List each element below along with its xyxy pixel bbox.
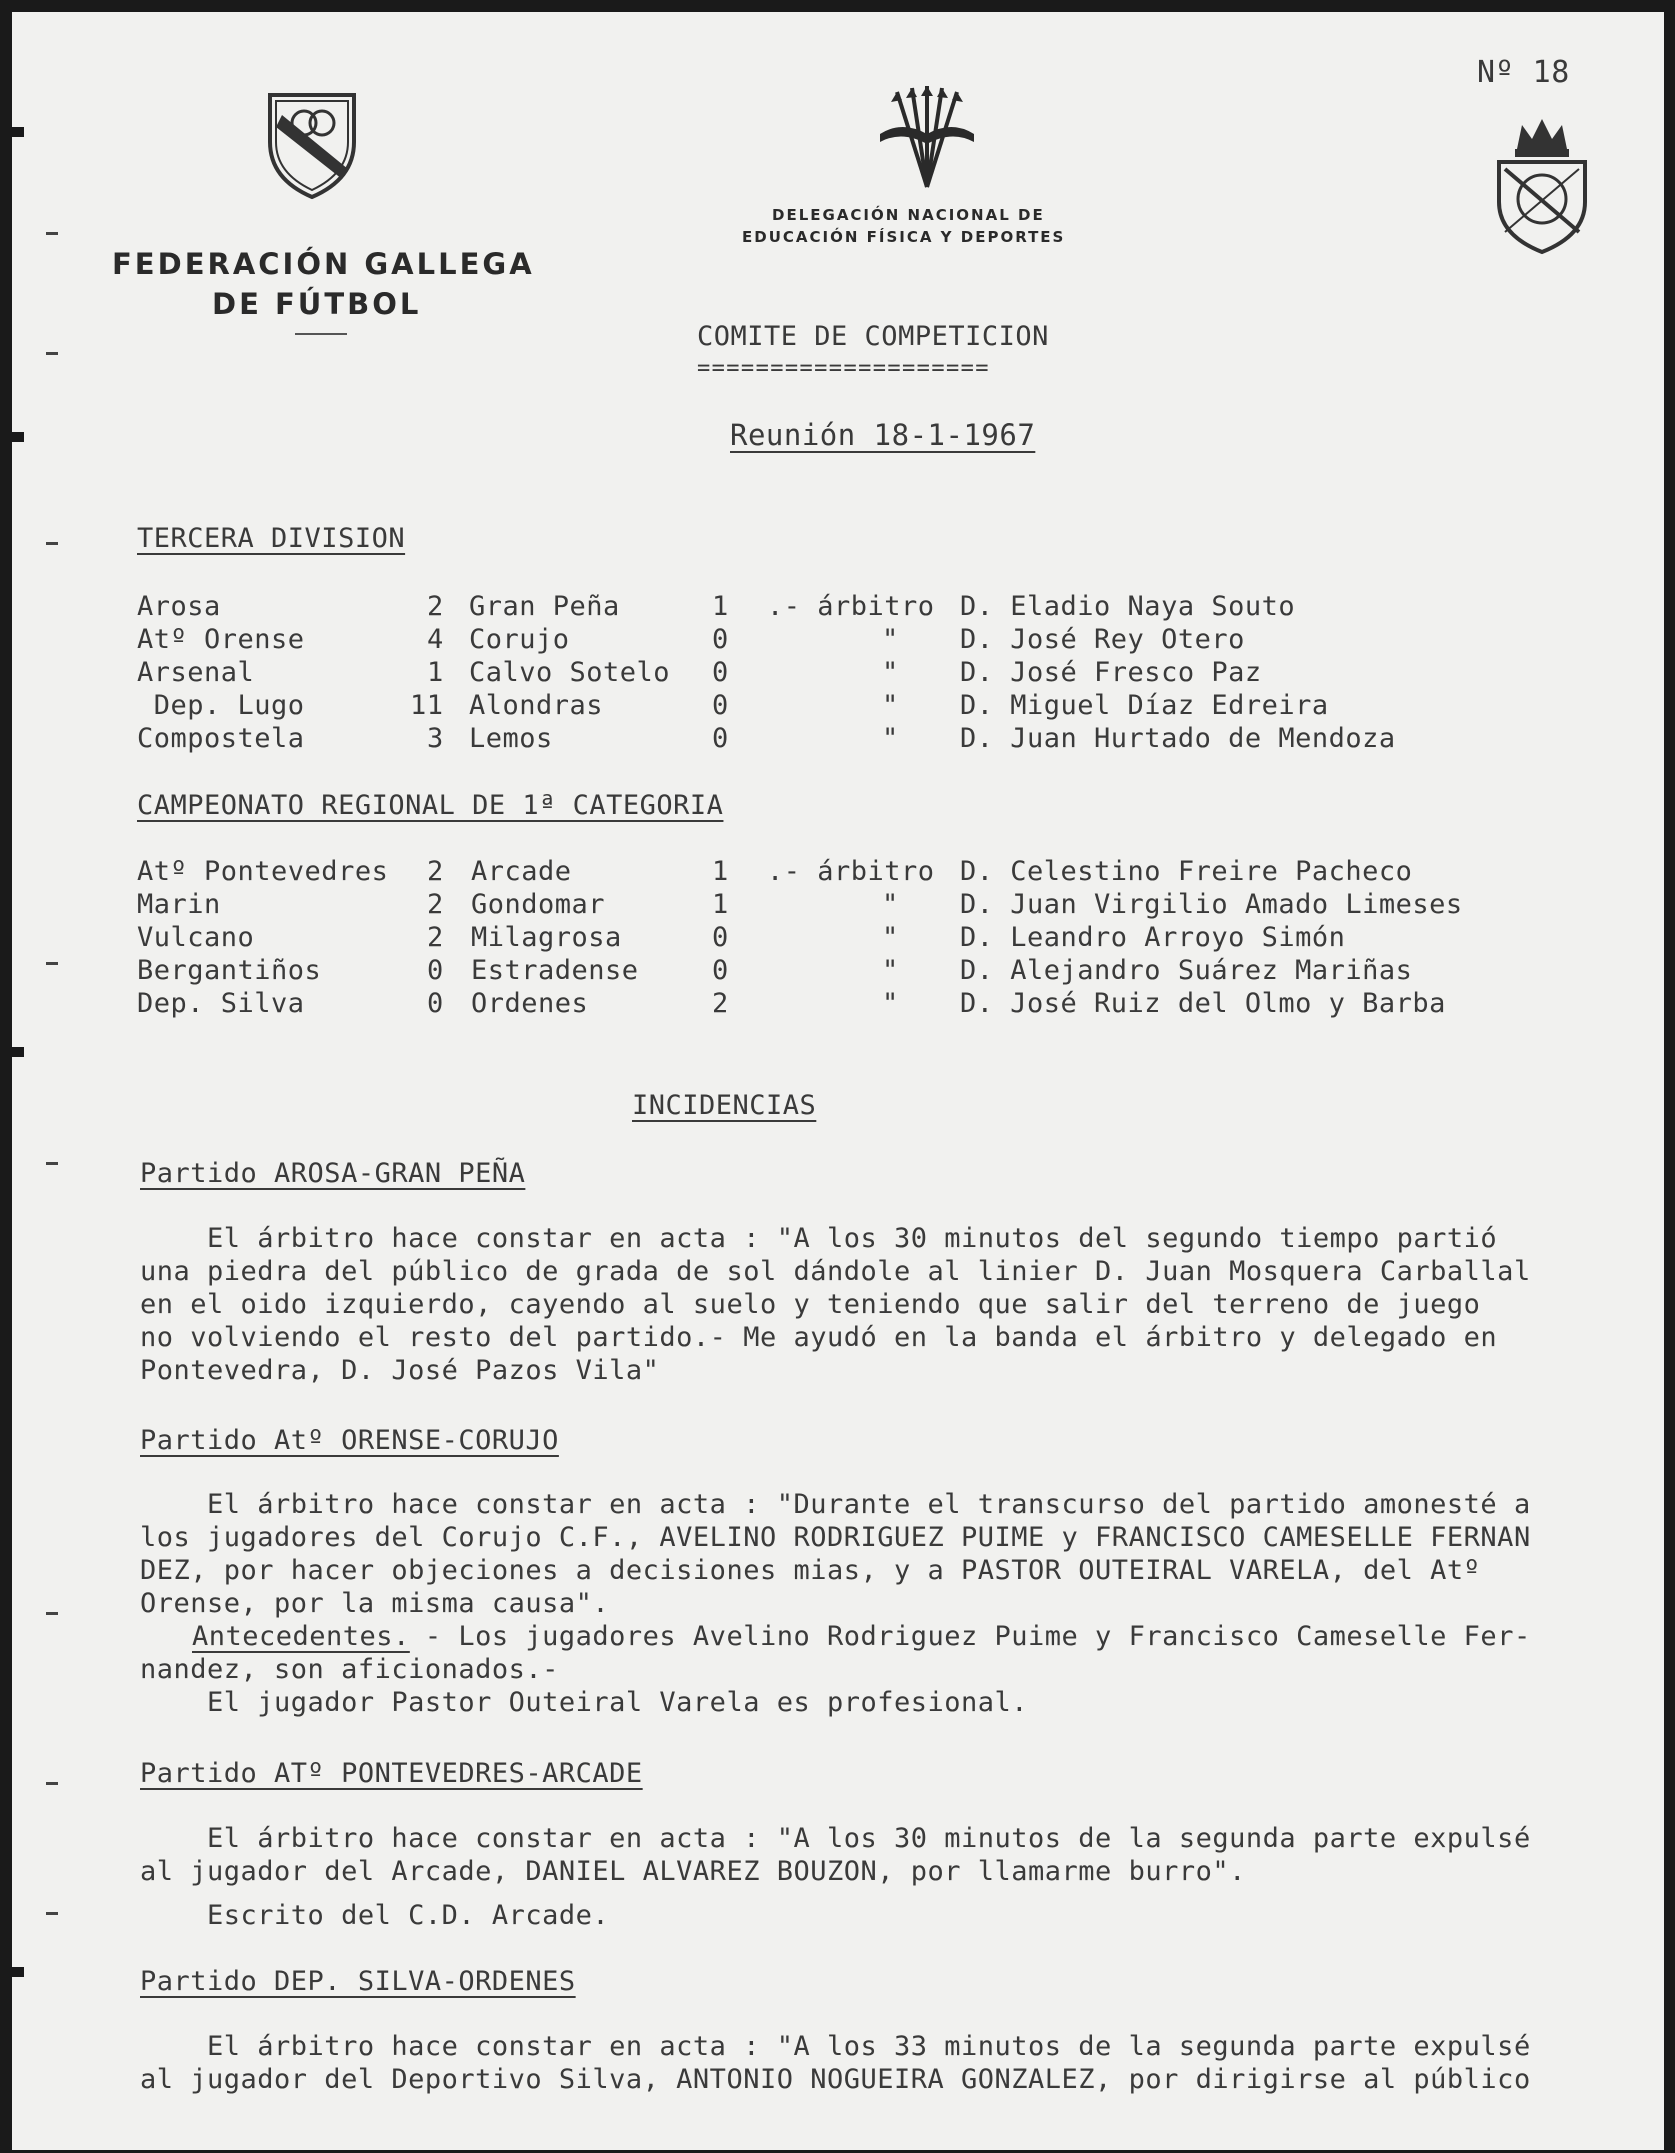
margin-mark	[46, 1912, 58, 1915]
delegation-line1: DELEGACIÓN NACIONAL DE	[772, 206, 1045, 224]
document-number: Nº 18	[1477, 55, 1570, 90]
regional-row-2-away-score: 1	[712, 889, 729, 920]
margin-mark	[46, 232, 58, 235]
binder-hole	[12, 432, 24, 442]
delegation-line2: EDUCACIÓN FÍSICA Y DEPORTES	[742, 228, 1066, 246]
regional-row-4-home-score: 0	[427, 955, 444, 986]
tercera-row-1-away-score: 1	[712, 591, 729, 622]
regional-row-3-ditto: "	[882, 922, 899, 953]
tercera-row-1-referee-label: .- árbitro	[767, 591, 935, 622]
regional-row-2-home: Marin	[137, 889, 221, 920]
regional-row-2-referee: D. Juan Virgilio Amado Limeses	[960, 889, 1463, 920]
tercera-row-1-home-score: 2	[427, 591, 444, 622]
margin-mark	[46, 1782, 58, 1785]
incident-4-title: Partido DEP. SILVA-ORDENES	[140, 1966, 576, 1997]
incidencias-title: INCIDENCIAS	[632, 1090, 817, 1121]
tercera-row-5-referee: D. Juan Hurtado de Mendoza	[960, 723, 1396, 754]
incident-2-antecedentes-text	[140, 1620, 1640, 1719]
regional-row-5-away: Ordenes	[471, 988, 589, 1019]
tercera-row-4-home: Dep. Lugo	[137, 690, 305, 721]
tercera-row-2-away-score: 0	[712, 624, 729, 655]
incident-1-title: Partido AROSA-GRAN PEÑA	[140, 1158, 526, 1189]
binder-hole	[12, 127, 24, 137]
regional-title: CAMPEONATO REGIONAL DE 1ª CATEGORIA	[137, 790, 724, 821]
tercera-row-1-away: Gran Peña	[469, 591, 620, 622]
document-page	[12, 12, 1664, 2150]
regional-row-3-home-score: 2	[427, 922, 444, 953]
federation-divider	[295, 333, 347, 335]
regional-row-1-home: Atº Pontevedres	[137, 856, 389, 887]
tercera-row-3-referee: D. José Fresco Paz	[960, 657, 1262, 688]
tercera-row-3-away-score: 0	[712, 657, 729, 688]
margin-mark	[46, 352, 58, 355]
committee-title: COMITE DE COMPETICION	[697, 321, 1049, 352]
incident-2-antecedentes-body: - Los jugadores Avelino Rodriguez Puime y Francisco Cameselle Fer- nandez, son aficionados.- El jugador Pastor Outeiral Varela es profesional.	[140, 1621, 1531, 1718]
federation-name-line2: DE FÚTBOL	[212, 287, 422, 321]
tercera-row-5-ditto: "	[882, 723, 899, 754]
regional-row-3-referee: D. Leandro Arroyo Simón	[960, 922, 1346, 953]
federation-shield-icon	[262, 87, 362, 202]
regional-row-3-home: Vulcano	[137, 922, 255, 953]
tercera-row-5-away: Lemos	[469, 723, 553, 754]
incident-3-text: El árbitro hace constar en acta : "A los 30 minutos de la segunda parte expulsé al jugador del Arcade, DANIEL ALVAREZ BOUZON, por llamarme burro".	[140, 1823, 1531, 1887]
regional-row-1-home-score: 2	[427, 856, 444, 887]
regional-row-4-referee: D. Alejandro Suárez Mariñas	[960, 955, 1413, 986]
meeting-date: Reunión 18-1-1967	[730, 418, 1036, 452]
incident-2-antecedentes-label: Antecedentes.	[192, 1621, 410, 1652]
incident-2-text: El árbitro hace constar en acta : "Durante el transcurso del partido amonesté a los jugadores del Corujo C.F., AVELINO RODRIGUEZ PUIME y FRANCISCO CAMESELLE FERNAN DEZ, por hacer objeciones a decisiones mias, y a PASTOR OUTEIRAL VARELA, del Atº Orense, por la misma causa".	[140, 1489, 1531, 1619]
tercera-row-4-home-score: 11	[410, 690, 444, 721]
tercera-row-1-home: Arosa	[137, 591, 221, 622]
regional-row-1-away: Arcade	[471, 856, 572, 887]
tercera-row-3-away: Calvo Sotelo	[469, 657, 671, 688]
tercera-row-1-referee: D. Eladio Naya Souto	[960, 591, 1296, 622]
tercera-row-5-home: Compostela	[137, 723, 305, 754]
federation-name-line1: FEDERACIÓN GALLEGA	[112, 247, 535, 281]
tercera-row-2-home-score: 4	[427, 624, 444, 655]
tercera-row-4-ditto: "	[882, 690, 899, 721]
incident-1-text: El árbitro hace constar en acta : "A los 30 minutos del segundo tiempo partió una piedra del público de grada de sol dándole al linier D. Juan Mosquera Carballal en el oido izquierdo, cayendo al suelo y teniendo que salir del terreno de juego no volviendo el resto del partido.- Me ayudó en la banda el árbitro y delegado en Pontevedra, D. José Pazos Vila"	[140, 1223, 1531, 1386]
regional-row-2-ditto: "	[882, 889, 899, 920]
margin-mark	[46, 1162, 58, 1165]
tercera-row-4-referee: D. Miguel Díaz Edreira	[960, 690, 1329, 721]
binder-hole	[12, 1967, 24, 1977]
crown-crest-icon	[1487, 107, 1597, 257]
tercera-row-2-home: Atº Orense	[137, 624, 305, 655]
tercera-row-4-away: Alondras	[469, 690, 604, 721]
tercera-row-2-away: Corujo	[469, 624, 570, 655]
margin-mark	[46, 542, 58, 545]
tercera-row-5-home-score: 3	[427, 723, 444, 754]
tercera-row-3-home: Arsenal	[137, 657, 255, 688]
incident-3-note: Escrito del C.D. Arcade.	[140, 1900, 610, 1931]
regional-row-3-away-score: 0	[712, 922, 729, 953]
regional-row-5-referee: D. José Ruiz del Olmo y Barba	[960, 988, 1446, 1019]
tercera-row-3-ditto: "	[882, 657, 899, 688]
incident-3-title: Partido ATº PONTEVEDRES-ARCADE	[140, 1758, 643, 1789]
regional-row-1-referee-label: .- árbitro	[767, 856, 935, 887]
regional-row-4-ditto: "	[882, 955, 899, 986]
regional-row-5-ditto: "	[882, 988, 899, 1019]
regional-row-5-home-score: 0	[427, 988, 444, 1019]
regional-row-5-away-score: 2	[712, 988, 729, 1019]
committee-underline: ====================	[697, 356, 990, 381]
tercera-title: TERCERA DIVISION	[137, 523, 406, 554]
incident-4-text: El árbitro hace constar en acta : "A los 33 minutos de la segunda parte expulsé al jugador del Deportivo Silva, ANTONIO NOGUEIRA GONZALEZ, por dirigirse al público	[140, 2031, 1531, 2095]
regional-row-4-away-score: 0	[712, 955, 729, 986]
tercera-row-2-ditto: "	[882, 624, 899, 655]
regional-row-5-home: Dep. Silva	[137, 988, 305, 1019]
tercera-row-4-away-score: 0	[712, 690, 729, 721]
incident-2-title: Partido Atº ORENSE-CORUJO	[140, 1425, 559, 1456]
tercera-row-5-away-score: 0	[712, 723, 729, 754]
regional-row-1-away-score: 1	[712, 856, 729, 887]
regional-row-2-home-score: 2	[427, 889, 444, 920]
regional-row-3-away: Milagrosa	[471, 922, 622, 953]
regional-row-4-home: Bergantiños	[137, 955, 322, 986]
regional-row-2-away: Gondomar	[471, 889, 606, 920]
yoke-arrows-emblem-icon	[872, 82, 982, 192]
tercera-row-2-referee: D. José Rey Otero	[960, 624, 1245, 655]
margin-mark	[46, 962, 58, 965]
margin-mark	[46, 1612, 58, 1615]
regional-row-4-away: Estradense	[471, 955, 639, 986]
binder-hole	[12, 1047, 24, 1057]
regional-row-1-referee: D. Celestino Freire Pacheco	[960, 856, 1413, 887]
tercera-row-3-home-score: 1	[427, 657, 444, 688]
